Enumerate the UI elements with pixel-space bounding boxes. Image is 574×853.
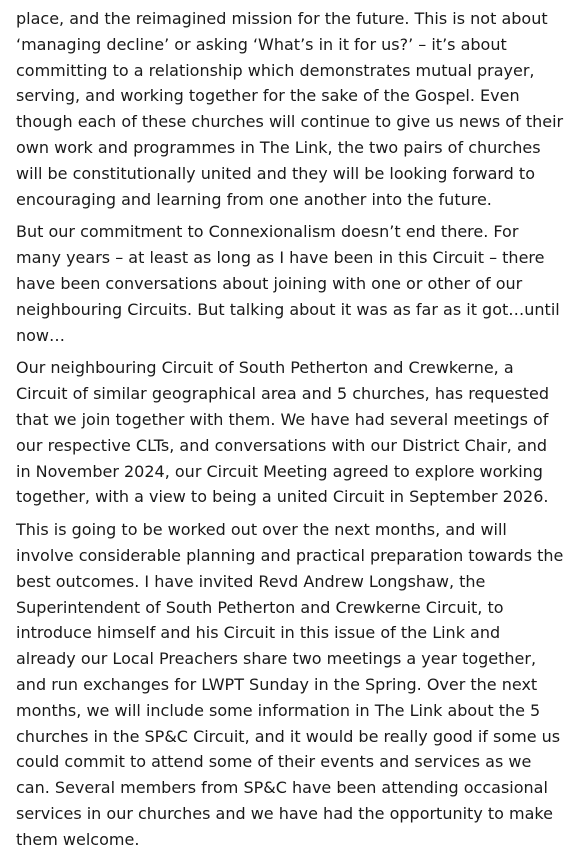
paragraph-neighbouring-circuit: Our neighbouring Circuit of South Petherton and Crewkerne, a Circuit of similar geographical area and 5 churches, has requested that we join together with them. We have had several meetings of our respective CLTs, and conversations with our District Chair, and in November 2024, our Circuit Meeting agreed to explore working together, with a view to being a united Circuit in September 2026. xyxy=(16,358,550,507)
paragraph-connexionalism: But our commitment to Connexionalism doesn’t end there. For many years – at least as long as I have been in this Circuit – there have been conversations about joining with one or other of our neighbouring Circuits. But talking about it was as far as it got…until now… xyxy=(16,222,560,345)
paragraph-next-months: This is going to be worked out over the next months, and will involve considerable planning and practical preparation towards the best outcomes. I have invited Revd Andrew Longshaw, the Superintendent of South Petherton and Crewkerne Circuit, to introduce himself and his Circuit in this issue of the Link and already our Local Preachers share two meetings a year together, and run exchanges for LWPT Sunday in the Spring. Over the next months, we will include some information in The Link about the 5 churches in the SP&C Circuit, and it would be really good if some us could commit to attend some of their events and services as we can. Several members from SP&C have been attending occasional services in our churches and we have had the opportunity to make them welcome. xyxy=(16,520,564,849)
document-body xyxy=(16,6,564,853)
paragraph-mission: place, and the reimagined mission for the future. This is not about ‘managing decline’ or asking ‘What’s in it for us?’ – it’s about committing to a relationship which demonstrates mutual prayer, serving, and working together for the sake of the Gospel. Even though each of these churches will continue to give us news of their own work and programmes in The Link, the two pairs of churches will be constitutionally united and they will be looking forward to encouraging and learning from one another into the future. xyxy=(16,9,564,209)
